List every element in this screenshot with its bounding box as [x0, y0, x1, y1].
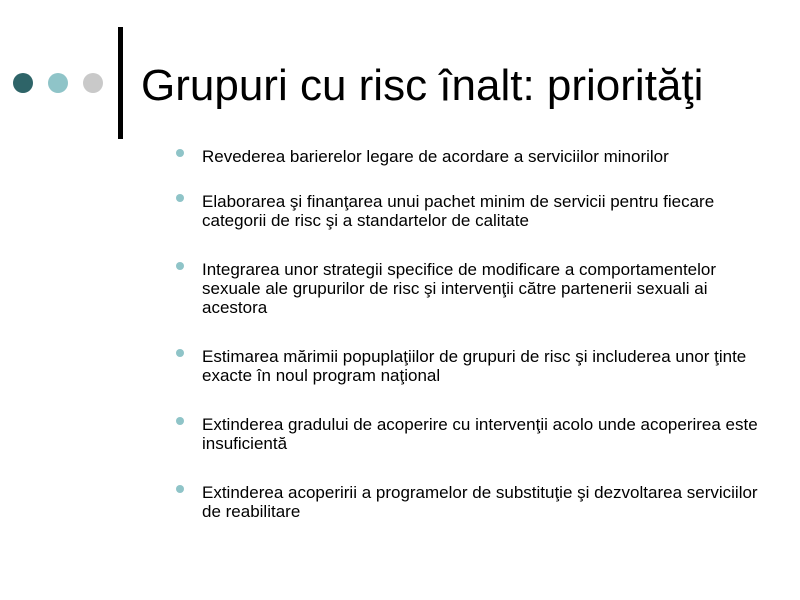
bullet-dot-icon	[176, 262, 184, 270]
bullet-text: Extinderea acoperirii a programelor de substituţie şi dezvoltarea serviciilor de reabilitare	[202, 483, 758, 521]
bullet-dot-icon	[176, 194, 184, 202]
bullet-text: Extinderea gradului de acoperire cu intervenţii acolo unde acoperirea este insuficientă	[202, 415, 758, 453]
slide-title: Grupuri cu risc înalt: priorităţi	[141, 61, 704, 110]
bullet-item	[176, 483, 776, 521]
bullet-dot-icon	[176, 485, 184, 493]
light-teal-dot-icon	[48, 73, 68, 93]
bullet-item	[176, 260, 776, 317]
title-divider	[118, 27, 123, 139]
bullet-text: Revederea barierelor legare de acordare a serviciilor minorilor	[202, 147, 669, 166]
bullet-text: Integrarea unor strategii specifice de modificare a comportamentelor sexuale ale grupurilor de risc şi intervenţii către partenerii sexuali ai acestora	[202, 260, 717, 317]
bullet-item	[176, 347, 776, 385]
bullet-dot-icon	[176, 149, 184, 157]
decorative-dots	[13, 73, 103, 93]
gray-dot-icon	[83, 73, 103, 93]
bullet-item	[176, 415, 776, 453]
bullet-dot-icon	[176, 349, 184, 357]
bullet-list	[176, 147, 776, 551]
dark-teal-dot-icon	[13, 73, 33, 93]
bullet-text: Estimarea mărimii popuplaţiilor de grupuri de risc şi includerea unor ţinte exacte în noul program naţional	[202, 347, 747, 385]
bullet-text: Elaborarea şi finanţarea unui pachet minim de servicii pentru fiecare categorii de risc şi a standartelor de calitate	[202, 192, 715, 230]
bullet-dot-icon	[176, 417, 184, 425]
bullet-item	[176, 147, 776, 166]
bullet-item	[176, 192, 776, 230]
